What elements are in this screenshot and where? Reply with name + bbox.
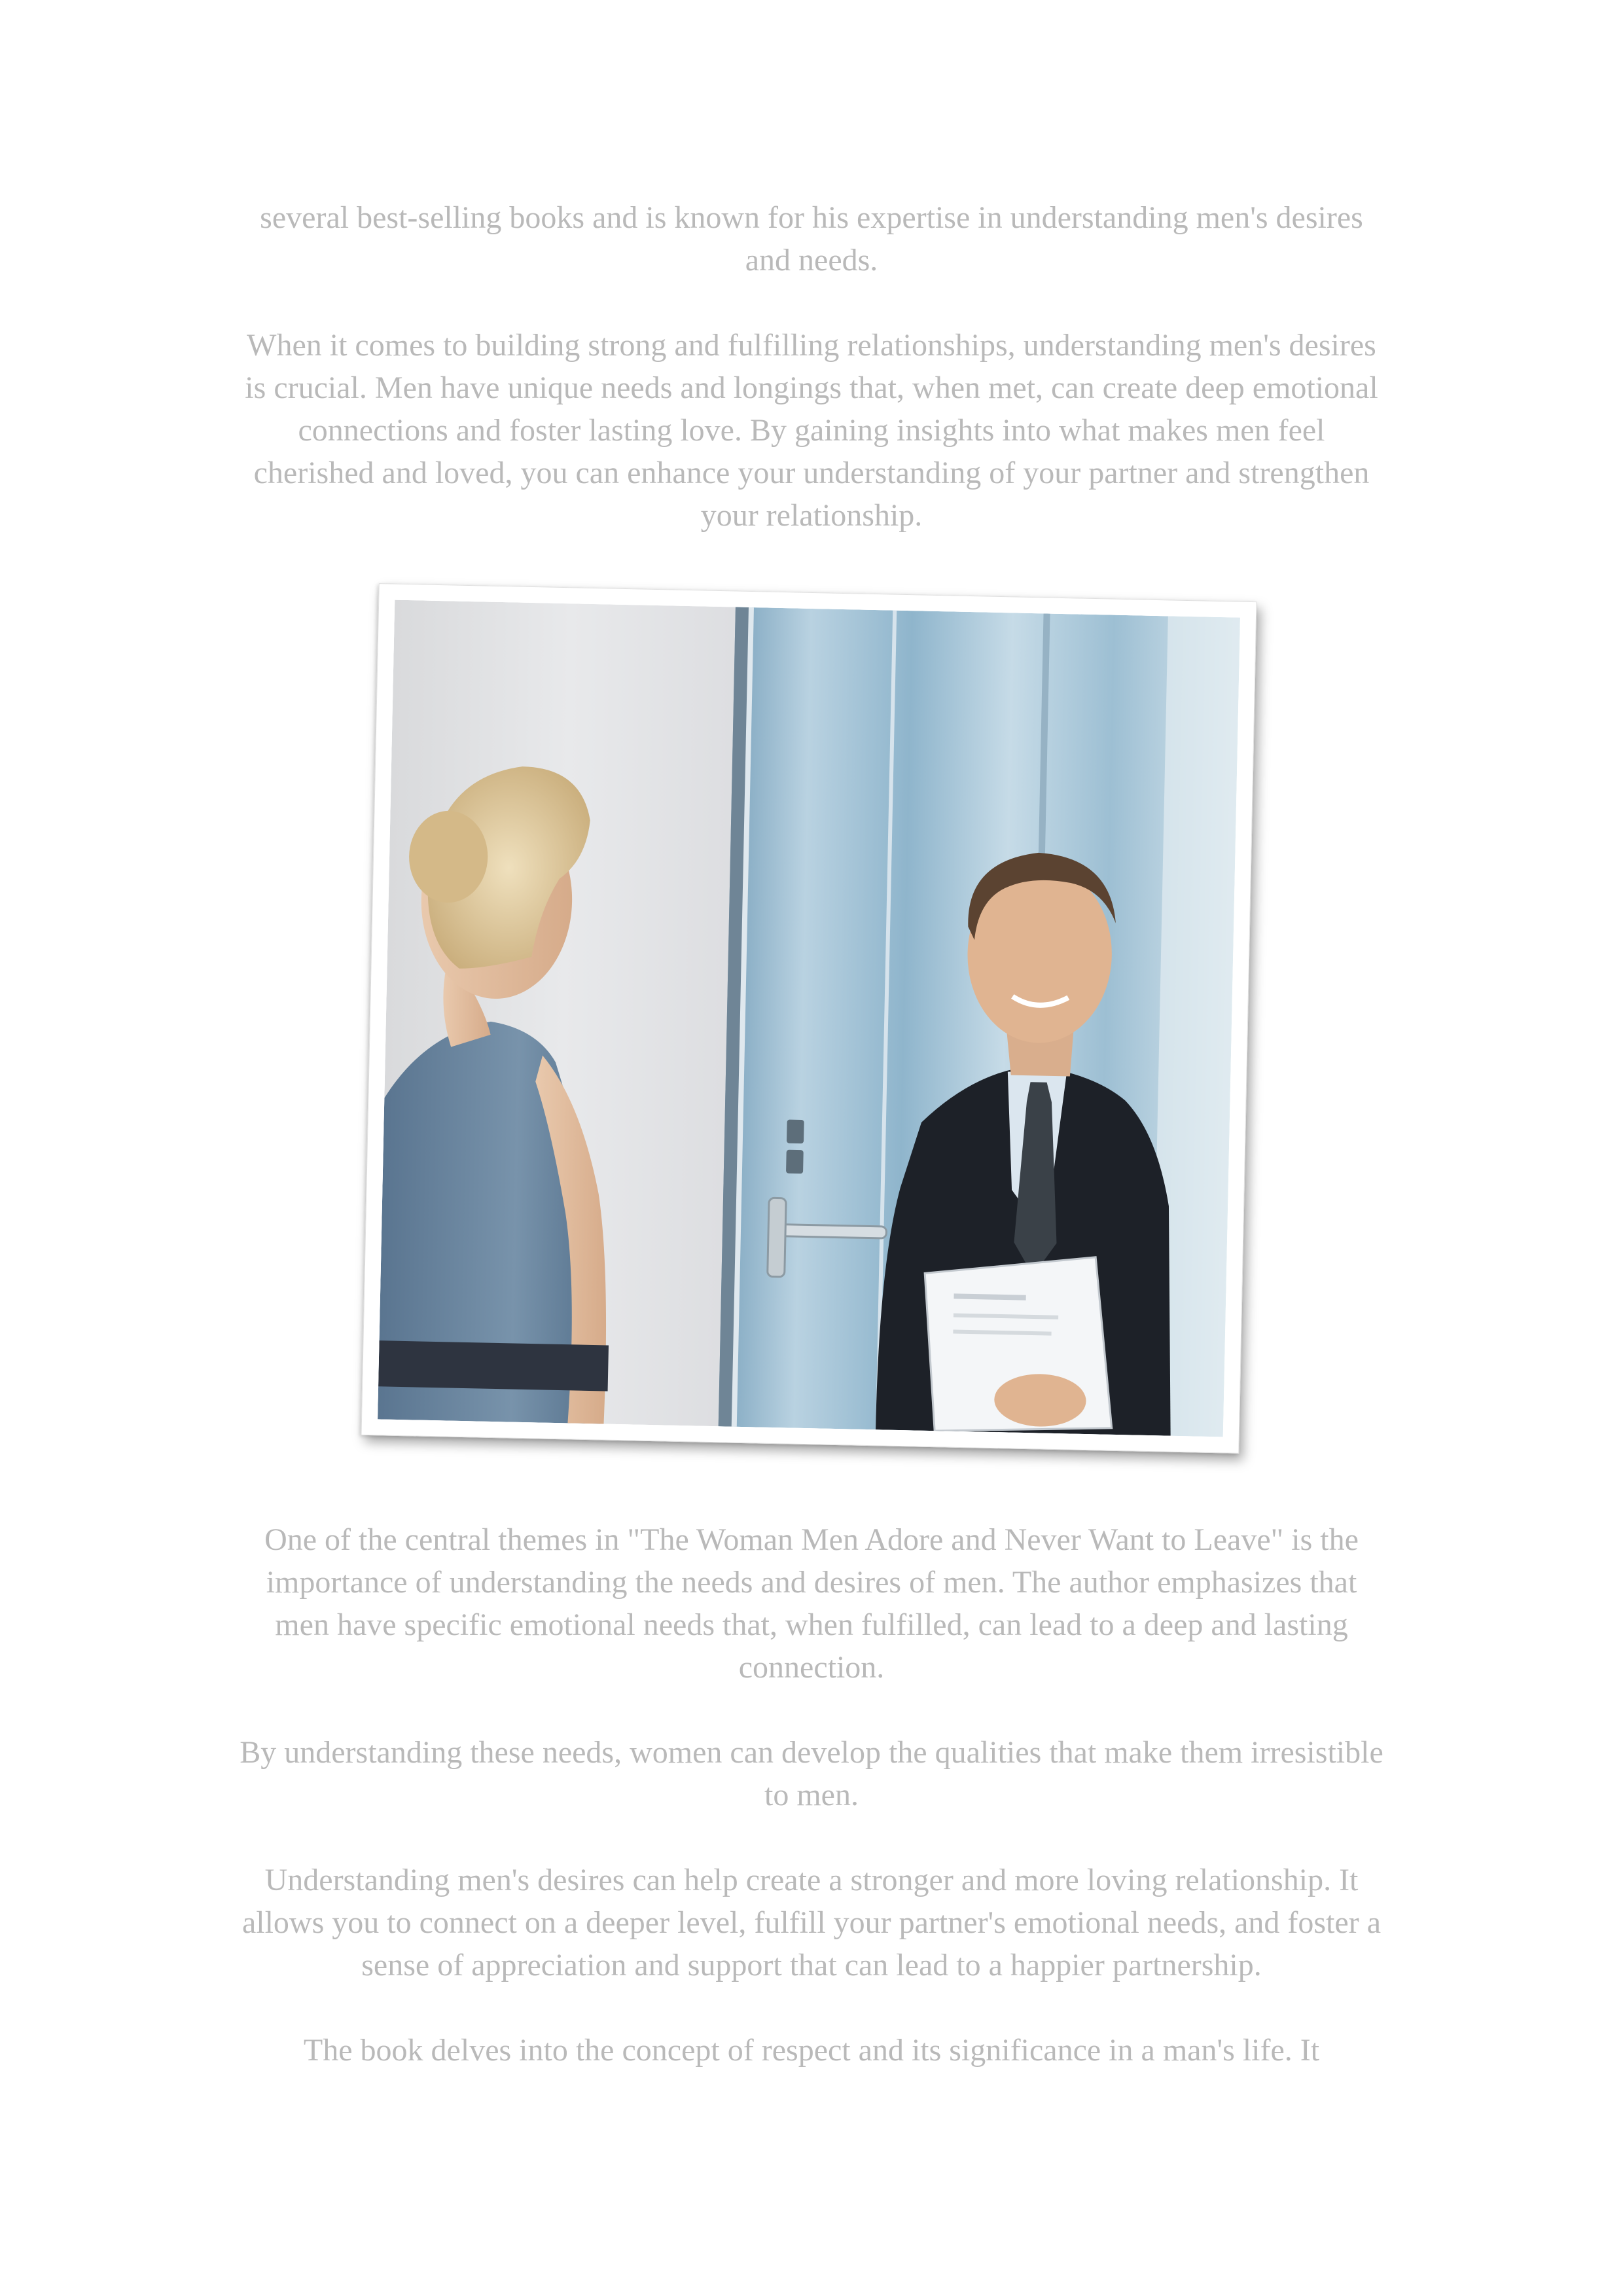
photo-illustration bbox=[353, 583, 1270, 1473]
paragraph-respect: The book delves into the concept of respect and its significance in a man's life. It bbox=[303, 2033, 1320, 2068]
paragraph-understanding-desires: When it comes to building strong and fulfilling relationships, understanding men's desires is crucial. Men have unique needs and longings that, when met, can create deep emotional connections and foster lasting love. By gaining insights into what makes men feel cherished and loved, you can enhance your understanding of your partner and strengthen your relationship. bbox=[245, 328, 1378, 533]
photo-image bbox=[378, 600, 1240, 1437]
paragraph-irresistible: By understanding these needs, women can develop the qualities that make them irresistible to men. bbox=[240, 1735, 1383, 1812]
paragraph-central-themes: One of the central themes in "The Woman Men Adore and Never Want to Leave" is the importance of understanding the needs and desires of men. The author emphasizes that men have specific emotional needs that, when fulfilled, can lead to a deep and lasting connection. bbox=[264, 1522, 1359, 1685]
paragraph-author-bio: several best-selling books and is known for his expertise in understanding men's desires and needs. bbox=[260, 200, 1363, 278]
photo-frame bbox=[361, 583, 1257, 1454]
paragraph-stronger-relationship: Understanding men's desires can help create a stronger and more loving relationship. It allows you to connect on a deeper level, fulfill your partner's emotional needs, and foster a sense of appreciation and support that can lead to a happier partnership. bbox=[241, 1863, 1382, 1982]
